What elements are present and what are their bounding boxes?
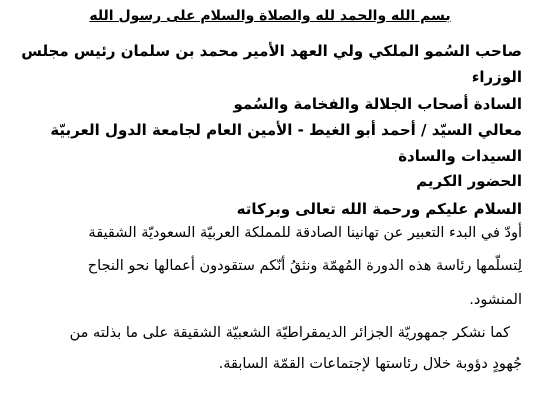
paragraph-1-line-3: المنشود. [469, 292, 522, 308]
paragraph-2-line-2: جُهودٍ دؤوبة خلال رئاستها لإجتماعات القمّة السابقة. [218, 356, 522, 372]
paragraph-1-line-2: لِتسلّمها رئاسة هذه الدورة المُهمّة ونثقُ أنّكم ستقودون أعمالها نحو النجاح [87, 258, 522, 274]
salutation-ladies-gentlemen: السيدات والسادة [398, 147, 522, 165]
greeting: السلام عليكم ورحمة الله تعالى وبركاته [236, 200, 522, 218]
salutation-secretary-general: معالي السيّد / أحمد أبو الغيط - الأمين العام لجامعة الدول العربيّة [50, 121, 522, 139]
salutation-audience: الحضور الكريم [416, 172, 522, 190]
salutation-majesties: السادة أصحاب الجلالة والفخامة والسُمو [233, 95, 522, 113]
document-header: بسم الله والحمد لله والصلاة والسلام على رسول الله [89, 8, 451, 24]
paragraph-1-line-1: أودّ في البدء التعبير عن تهانينا الصادقة للمملكة العربيّة السعوديّة الشقيقة [88, 225, 522, 241]
paragraph-2-line-1: كما نشكر جمهوريّة الجزائر الديمقراطيّة الشعبيّة الشقيقة على ما بذلته من [69, 325, 510, 341]
salutation-crown-prince: صاحب السُمو الملكي ولي العهد الأمير محمد بن سلمان رئيس مجلس [21, 42, 522, 60]
salutation-crown-prince-cont: الوزراء [471, 68, 522, 86]
